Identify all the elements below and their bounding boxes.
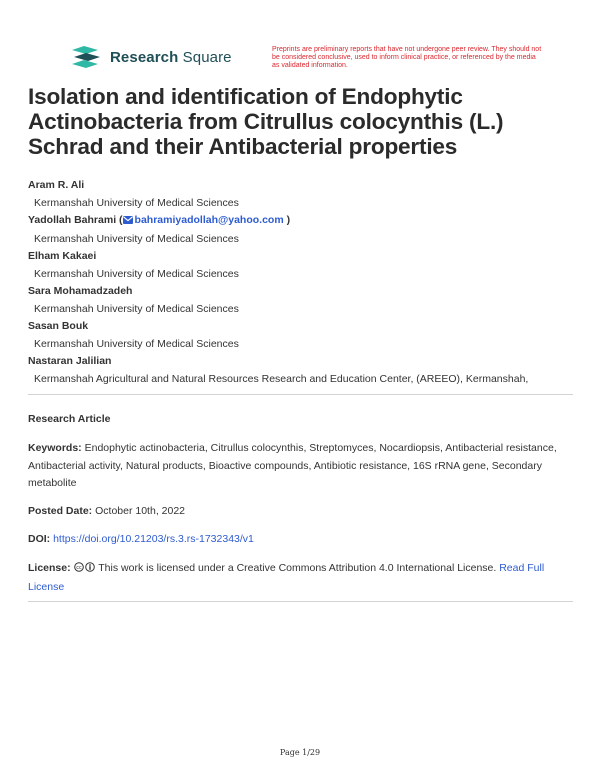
author-name: Sara Mohamadzadeh bbox=[28, 285, 133, 297]
keywords-value: Endophytic actinobacteria, Citrullus colocynthis, Streptomyces, Nocardiopsis, Antibacterial resistance, Antibacterial activity, Natural products, Bioactive compounds, Antibiotic resistance, 16S rRNA gene, Secondary metabolite bbox=[28, 442, 557, 489]
author-affiliation: Kermanshah Agricultural and Natural Resources Research and Education Center, (AREEO), Kermanshah, bbox=[34, 372, 529, 385]
divider bbox=[28, 394, 573, 395]
author bbox=[28, 283, 573, 301]
author-affiliation: Kermanshah University of Medical Sciences bbox=[34, 302, 239, 315]
envelope-icon bbox=[123, 213, 133, 231]
header bbox=[72, 46, 542, 76]
author-affiliation: Kermanshah University of Medical Sciences bbox=[34, 232, 239, 245]
author-name: Nastaran Jalilian bbox=[28, 355, 112, 367]
author: Yadollah Bahrami ( bahramiyadollah@yahoo.com ) bbox=[28, 212, 573, 231]
doi bbox=[28, 531, 573, 549]
license-text: This work is licensed under a Creative Commons Attribution 4.0 International License. bbox=[98, 562, 497, 574]
research-square-logo[interactable] bbox=[72, 46, 232, 68]
author-affiliation: Kermanshah University of Medical Sciences bbox=[34, 337, 239, 350]
author-name: Aram R. Ali bbox=[28, 179, 85, 191]
posted-date-label: Posted Date: bbox=[28, 505, 93, 517]
logo-text: Research Square bbox=[110, 48, 232, 66]
author bbox=[28, 353, 573, 371]
license bbox=[28, 560, 573, 596]
page-number: Page 1/29 bbox=[279, 748, 321, 757]
author-list bbox=[28, 177, 573, 388]
divider bbox=[28, 601, 573, 602]
read-full-license-link[interactable]: Read Full License bbox=[28, 562, 545, 593]
author-affiliation: Kermanshah University of Medical Sciences bbox=[34, 196, 239, 209]
author-name: Yadollah Bahrami bbox=[28, 214, 117, 226]
posted-date-value: October 10th, 2022 bbox=[95, 505, 186, 517]
author-name: Elham Kakaei bbox=[28, 250, 97, 262]
author bbox=[28, 248, 573, 266]
keywords bbox=[28, 440, 573, 493]
article-type: Research Article bbox=[28, 413, 111, 425]
research-square-logo-icon bbox=[72, 46, 102, 68]
doi-link[interactable]: https://doi.org/10.21203/rs.3.rs-1732343/v1 bbox=[53, 533, 254, 545]
paper-title: Isolation and identification of Endophytic Actinobacteria from Citrullus colocynthis (L.) Schrad and their Antibacterial properties bbox=[28, 84, 504, 159]
svg-text:cc: cc bbox=[75, 565, 82, 572]
author-email-link[interactable]: bahramiyadollah@yahoo.com bbox=[134, 214, 284, 226]
author bbox=[28, 177, 573, 195]
author-affiliation: Kermanshah University of Medical Sciences bbox=[34, 267, 239, 280]
creative-commons-icon bbox=[74, 561, 96, 579]
license-label: License: bbox=[28, 562, 71, 574]
author bbox=[28, 318, 573, 336]
posted-date bbox=[28, 503, 573, 521]
keywords-label: Keywords: bbox=[28, 442, 82, 454]
preprint-notice: Preprints are preliminary reports that have not undergone peer review. They should not be considered conclusive, used to inform clinical practice, or referenced by the media as validated information. bbox=[272, 46, 542, 70]
doi-label: DOI: bbox=[28, 533, 51, 545]
author-name: Sasan Bouk bbox=[28, 320, 89, 332]
